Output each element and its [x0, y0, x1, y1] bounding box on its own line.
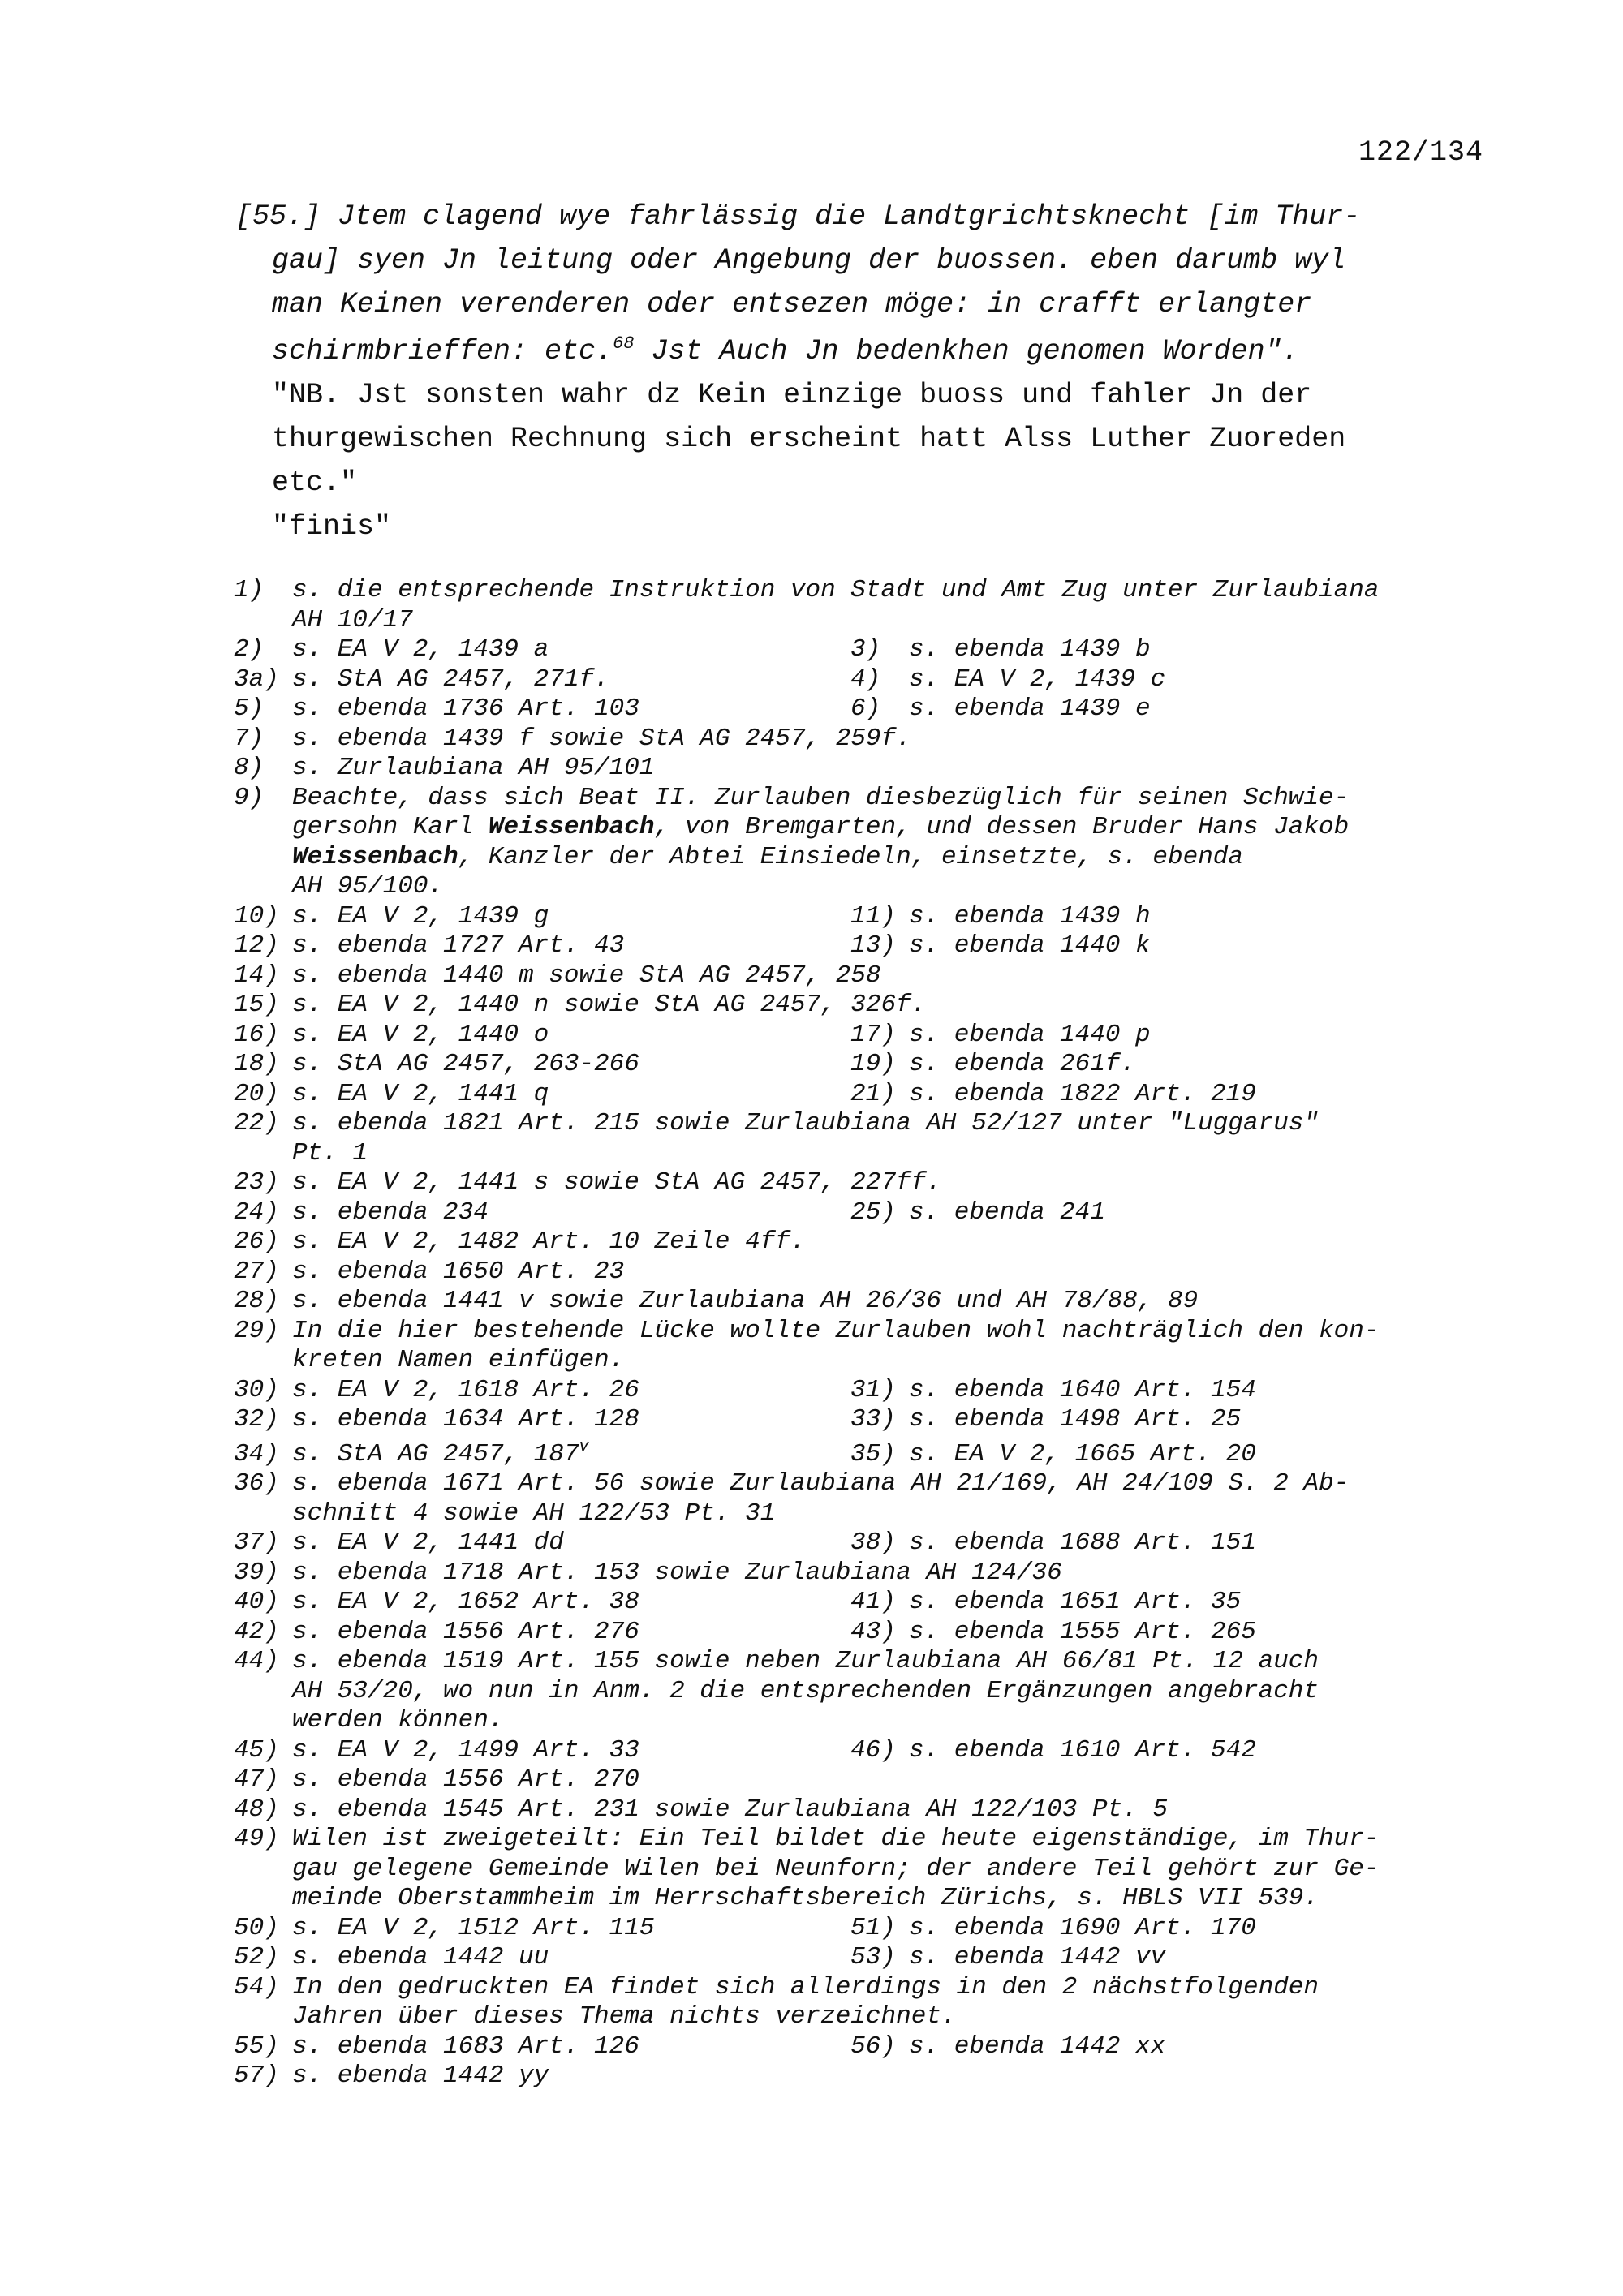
- footnote: [234, 1168, 1500, 1198]
- footnote-number: 38): [850, 1529, 896, 1557]
- nb-line: "NB. Jst sonsten wahr dz Kein einzige buoss und fahler Jn der: [272, 379, 1312, 411]
- footnote-number: 40): [234, 1588, 279, 1616]
- footnote: [234, 1050, 850, 1080]
- footnote-row: [234, 784, 1500, 814]
- paragraph-line: [55.] Jtem clagend wye fahrlässig die Landtgrichtsknecht [im Thur-: [235, 200, 1361, 233]
- footnote-row: [234, 1795, 1500, 1825]
- footnote: [234, 902, 850, 932]
- footnote-row: [234, 1559, 1500, 1589]
- footnote-number: 27): [234, 1257, 279, 1286]
- footnote-text: s. EA V 2, 1441 dd: [292, 1529, 564, 1557]
- footnote-text: s. Zurlaubiana AH 95/101: [292, 754, 655, 782]
- footnote-number: 16): [234, 1020, 279, 1049]
- footnote-row: [234, 576, 1500, 606]
- footnote-text: s. EA V 2, 1439 a: [292, 635, 549, 664]
- footnote-row: [234, 931, 1500, 961]
- footnote-text: s. ebenda 1651 Art. 35: [909, 1588, 1242, 1616]
- footnote-row: [234, 1287, 1500, 1317]
- footnote-text: s. ebenda 1545 Art. 231 sowie Zurlaubiana AH 122/103 Pt. 5: [292, 1795, 1168, 1824]
- footnote-number: 34): [234, 1439, 279, 1468]
- footnote-number: 47): [234, 1765, 279, 1794]
- page-number: 122/134: [1358, 136, 1483, 169]
- footnote-row: [234, 1258, 1500, 1288]
- footnote-text: s. EA V 2, 1440 o: [292, 1020, 549, 1049]
- footnote: [234, 1405, 850, 1435]
- footnote-text: s. ebenda 1519 Art. 155 sowie neben Zurlaubiana AH 66/81 Pt. 12 auch: [292, 1647, 1319, 1675]
- footnote-row: [234, 1765, 1500, 1795]
- footnote-row: [234, 1317, 1500, 1347]
- footnote-number: 53): [850, 1943, 896, 1971]
- footnote-text: s. ebenda 1440 p: [909, 1020, 1151, 1049]
- footnote-text: s. ebenda 1610 Art. 542: [909, 1735, 1256, 1765]
- footnote-text: s. ebenda 1640 Art. 154: [909, 1375, 1256, 1404]
- footnote-row: [234, 724, 1500, 755]
- footnote: [234, 1529, 850, 1559]
- footnote: [850, 1529, 1467, 1559]
- footnote-row: [234, 1437, 1500, 1470]
- footnote-continuation: werden können.: [292, 1706, 504, 1735]
- footnote-number: 35): [850, 1439, 896, 1468]
- paragraph-text: schirmbrieffen: etc.: [272, 335, 613, 368]
- footnote: [850, 665, 1467, 695]
- footnote: [234, 1559, 1500, 1589]
- footnote-text: s. StA AG 2457, 263-266: [292, 1050, 639, 1078]
- footnote: [850, 2032, 1467, 2062]
- footnote: [850, 1021, 1467, 1051]
- footnote-text: s. EA V 2, 1439 c: [909, 664, 1166, 694]
- superscript: v: [579, 1437, 589, 1456]
- footnote-text: s. EA V 2, 1499 Art. 33: [292, 1735, 639, 1765]
- footnote-text: s. StA AG 2457, 271f.: [292, 664, 609, 694]
- footnote-text: s. die entsprechende Instruktion von Stadt und Amt Zug unter Zurlaubiana: [292, 576, 1380, 604]
- footnote: [850, 635, 1467, 665]
- footnote-row: [234, 754, 1500, 784]
- footnote: [234, 1198, 850, 1228]
- footnote: [234, 784, 1500, 814]
- footnote-text: s. EA V 2, 1618 Art. 26: [292, 1375, 639, 1404]
- footnote-number: 13): [850, 931, 896, 960]
- footnote: [234, 1943, 850, 1973]
- footnote-row: [234, 1021, 1500, 1051]
- footnote-number: 3): [850, 635, 881, 664]
- footnote: [850, 902, 1467, 932]
- name-emphasis: Weissenbach: [488, 813, 655, 841]
- nb-line: etc.": [272, 467, 358, 499]
- footnote-number: 52): [234, 1943, 279, 1971]
- footnote-row: [234, 1080, 1500, 1110]
- footnote-number: 37): [234, 1529, 279, 1557]
- footnote: [850, 1405, 1467, 1435]
- footnote-text: s. ebenda 1690 Art. 170: [909, 1913, 1256, 1942]
- footnote-number: 23): [234, 1168, 279, 1197]
- footnote-number: 21): [850, 1079, 896, 1108]
- footnote-row: [234, 1588, 1500, 1618]
- footnote-text: s. EA V 2, 1441 s sowie StA AG 2457, 227ff.: [292, 1168, 941, 1197]
- footnote: [850, 1050, 1467, 1080]
- footnote-continuation: Pt. 1: [292, 1138, 368, 1167]
- footnote: [850, 1914, 1467, 1944]
- footnote-continuation: gau gelegene Gemeinde Wilen bei Neunforn; der andere Teil gehört zur Ge-: [292, 1854, 1380, 1883]
- footnote-number: 22): [234, 1109, 279, 1137]
- footnote: [234, 1469, 1500, 1499]
- footnote-continuation: AH 10/17: [292, 605, 413, 634]
- footnote-row: [234, 1050, 1500, 1080]
- footnote-text: s. EA V 2, 1652 Art. 38: [292, 1588, 639, 1616]
- footnote-number: 2): [234, 635, 265, 664]
- footnote-number: 12): [234, 931, 279, 960]
- footnote: [234, 1765, 1500, 1795]
- footnote-text: , von Bremgarten, und dessen Bruder Hans Jakob: [654, 813, 1350, 841]
- footnote-text: s. ebenda 1555 Art. 265: [909, 1617, 1256, 1646]
- footnote: [234, 931, 850, 961]
- footnote-number: 45): [234, 1735, 279, 1765]
- footnote-text: Wilen ist zweigeteilt: Ein Teil bildet die heute eigenständige, im Thur-: [292, 1825, 1380, 1853]
- footnote-text: s. ebenda 1442 uu: [292, 1943, 549, 1971]
- footnote: [234, 2062, 1500, 2092]
- footnote-text: , Kanzler der Abtei Einsiedeln, einsetzte, s. ebenda: [458, 842, 1243, 871]
- footnote-text: s. ebenda 1634 Art. 128: [292, 1405, 639, 1434]
- footnote-text: s. EA V 2, 1512 Art. 115: [292, 1913, 655, 1942]
- footnote: [234, 1588, 850, 1618]
- footnote-text: s. ebenda 1650 Art. 23: [292, 1257, 625, 1286]
- footnote-text: s. ebenda 1736 Art. 103: [292, 694, 639, 723]
- footnote: [234, 1109, 1500, 1139]
- footnote: [234, 1376, 850, 1406]
- footnote-reference: 68: [613, 333, 635, 354]
- footnote-text: s. ebenda 1822 Art. 219: [909, 1079, 1256, 1108]
- footnote-number: 56): [850, 2032, 896, 2061]
- footnote-number: 36): [234, 1469, 279, 1498]
- footnote-number: 30): [234, 1375, 279, 1404]
- footnote-number: 57): [234, 2062, 279, 2090]
- footnote-number: 41): [850, 1588, 896, 1616]
- footnote-text: s. EA V 2, 1441 q: [292, 1079, 549, 1108]
- paragraph-line: gau] syen Jn leitung oder Angebung der buossen. eben darumb wyl: [272, 244, 1346, 277]
- footnote-continuation: [234, 813, 1500, 843]
- footnote: [234, 1736, 850, 1766]
- footnote: [234, 694, 850, 724]
- footnote: [234, 991, 1500, 1021]
- footnote-number: 32): [234, 1405, 279, 1434]
- footnote: [234, 1021, 850, 1051]
- footnote-text: s. ebenda 1440 k: [909, 931, 1151, 960]
- footnote-number: 4): [850, 664, 881, 694]
- footnote: [234, 1795, 1500, 1825]
- footnote: [234, 1437, 850, 1470]
- paragraph-text: Jst Auch Jn bedenkhen genomen Worden".: [651, 335, 1299, 368]
- footnote-text: s. ebenda 1442 yy: [292, 2062, 549, 2090]
- footnote-row: [234, 1943, 1500, 1973]
- footnote-continuation: Jahren über dieses Thema nichts verzeichnet.: [292, 2002, 957, 2031]
- footnote-number: 17): [850, 1020, 896, 1049]
- footnote-text: In die hier bestehende Lücke wollte Zurlauben wohl nachträglich den kon-: [292, 1316, 1380, 1345]
- footnote-number: 55): [234, 2032, 279, 2061]
- footnote-number: 24): [234, 1197, 279, 1227]
- footnote-text: s. ebenda 1683 Art. 126: [292, 2032, 639, 2061]
- footnote-row: [234, 694, 1500, 724]
- footnote-text: s. ebenda 1441 v sowie Zurlaubiana AH 26/36 und AH 78/88, 89: [292, 1287, 1199, 1315]
- footnotes: [234, 576, 1500, 2092]
- footnote-number: 19): [850, 1050, 896, 1078]
- footnote: [234, 635, 850, 665]
- footnote-continuation: [234, 843, 1500, 873]
- footnote-number: 14): [234, 961, 279, 990]
- footnote-number: 8): [234, 754, 265, 782]
- footnote: [850, 1198, 1467, 1228]
- footnote-row: [234, 1973, 1500, 2003]
- footnote-continuation: kreten Namen einfügen.: [292, 1346, 625, 1374]
- footnote: [234, 1228, 1500, 1258]
- footnote: [234, 1973, 1500, 2003]
- nb-line: thurgewischen Rechnung sich erscheint hatt Alss Luther Zuoreden: [272, 423, 1346, 455]
- footnote-continuation: meinde Oberstammheim im Herrschaftsbereich Zürichs, s. HBLS VII 539.: [292, 1884, 1319, 1912]
- paragraph-line: man Keinen verenderen oder entsezen möge: in crafft erlangter: [272, 288, 1312, 320]
- footnote-text: s. EA V 2, 1439 g: [292, 901, 549, 931]
- footnote-number: 20): [234, 1079, 279, 1108]
- footnote: [234, 1618, 850, 1648]
- footnote-row: [234, 665, 1500, 695]
- footnote-text: s. ebenda 261f.: [909, 1050, 1136, 1078]
- footnote-text: s. ebenda 1556 Art. 276: [292, 1617, 639, 1646]
- footnote: [234, 754, 1500, 784]
- footnote-number: 18): [234, 1050, 279, 1078]
- footnote-text: Beachte, dass sich Beat II. Zurlauben diesbezüglich für seinen Schwie-: [292, 783, 1350, 812]
- footnote-number: 7): [234, 724, 265, 753]
- footnote-row: [234, 1736, 1500, 1766]
- main-paragraph: [235, 195, 1501, 548]
- footnote-text: s. ebenda 1688 Art. 151: [909, 1529, 1256, 1557]
- footnote-text: s. ebenda 1671 Art. 56 sowie Zurlaubiana AH 21/169, AH 24/109 S. 2 Ab-: [292, 1469, 1350, 1498]
- footnote: [850, 1080, 1467, 1110]
- footnote-text: s. ebenda 1442 xx: [909, 2032, 1166, 2061]
- paragraph-line: [235, 329, 1501, 373]
- footnote: [234, 1080, 850, 1110]
- footnote-number: 11): [850, 901, 896, 931]
- footnote-number: 10): [234, 901, 279, 931]
- footnote: [850, 1588, 1467, 1618]
- footnote-text: s. EA V 2, 1482 Art. 10 Zeile 4ff.: [292, 1228, 806, 1256]
- footnote-row: [234, 1914, 1500, 1944]
- footnote-number: 3a): [234, 664, 279, 694]
- footnote-row: [234, 2062, 1500, 2092]
- footnote-number: 28): [234, 1287, 279, 1315]
- footnote-number: 43): [850, 1617, 896, 1646]
- footnote-row: [234, 1825, 1500, 1855]
- footnote-text: s. StA AG 2457, 187: [292, 1439, 579, 1468]
- footnote-text: gersohn Karl: [292, 813, 489, 841]
- footnote-text: s. ebenda 1718 Art. 153 sowie Zurlaubiana AH 124/36: [292, 1558, 1062, 1587]
- footnote-text: s. ebenda 1439 f sowie StA AG 2457, 259f.: [292, 724, 911, 753]
- footnote-row: [234, 1529, 1500, 1559]
- footnote: [850, 1618, 1467, 1648]
- footnote-number: 6): [850, 694, 881, 723]
- footnote-row: [234, 1376, 1500, 1406]
- footnote-row: [234, 1618, 1500, 1648]
- footnote-number: 46): [850, 1735, 896, 1765]
- footnote-number: 15): [234, 991, 279, 1019]
- footnote-number: 39): [234, 1558, 279, 1587]
- footnote: [234, 1825, 1500, 1855]
- footnote-number: 5): [234, 694, 265, 723]
- footnote-number: 29): [234, 1316, 279, 1345]
- footnote-text: s. ebenda 1442 vv: [909, 1943, 1166, 1971]
- footnote-text: s. ebenda 1440 m sowie StA AG 2457, 258: [292, 961, 881, 990]
- footnote: [850, 1736, 1467, 1766]
- footnote-row: [234, 1469, 1500, 1499]
- footnote: [234, 1914, 850, 1944]
- footnote: [850, 931, 1467, 961]
- footnote-row: [234, 991, 1500, 1021]
- nb-line: "finis": [272, 510, 392, 543]
- footnote-number: 31): [850, 1375, 896, 1404]
- footnote-text: s. ebenda 1498 Art. 25: [909, 1405, 1242, 1434]
- footnote: [850, 694, 1467, 724]
- footnote-text: s. ebenda 234: [292, 1197, 489, 1227]
- footnote-number: 25): [850, 1197, 896, 1227]
- footnote-text: s. ebenda 1727 Art. 43: [292, 931, 625, 960]
- footnote-number: 49): [234, 1825, 279, 1853]
- footnote-row: [234, 2032, 1500, 2062]
- footnote-row: [234, 1198, 1500, 1228]
- footnote-row: [234, 961, 1500, 991]
- footnote-text: s. ebenda 1439 e: [909, 694, 1151, 723]
- footnote: [850, 1943, 1467, 1973]
- footnote-number: 1): [234, 576, 265, 604]
- footnote-continuation: schnitt 4 sowie AH 122/53 Pt. 31: [292, 1498, 776, 1528]
- footnote-number: 44): [234, 1647, 279, 1675]
- footnote-continuation: AH 95/100.: [292, 872, 444, 901]
- footnote: [850, 1440, 1467, 1470]
- footnote-text: In den gedruckten EA findet sich allerdings in den 2 nächstfolgenden: [292, 1972, 1319, 2001]
- footnote: [234, 1647, 1500, 1677]
- footnote-number: 50): [234, 1913, 279, 1942]
- footnote-number: 33): [850, 1405, 896, 1434]
- footnote-text: s. EA V 2, 1665 Art. 20: [909, 1439, 1256, 1468]
- footnote-row: [234, 902, 1500, 932]
- footnote: [234, 2032, 850, 2062]
- footnote-text: s. EA V 2, 1440 n sowie StA AG 2457, 326f.: [292, 991, 927, 1019]
- footnote-number: 48): [234, 1795, 279, 1824]
- footnote-row: [234, 1228, 1500, 1258]
- footnote: [234, 576, 1500, 606]
- footnote: [850, 1376, 1467, 1406]
- footnote-number: 42): [234, 1617, 279, 1646]
- footnote-number: 54): [234, 1972, 279, 2001]
- footnote: [234, 724, 1500, 755]
- footnote: [234, 1258, 1500, 1288]
- footnote-text: s. ebenda 241: [909, 1197, 1105, 1227]
- footnote-text: [292, 1437, 850, 1470]
- name-emphasis: Weissenbach: [292, 842, 458, 871]
- footnote: [234, 1287, 1500, 1317]
- footnote-text: s. ebenda 1821 Art. 215 sowie Zurlaubiana AH 52/127 unter "Luggarus": [292, 1109, 1319, 1137]
- footnote-number: 26): [234, 1228, 279, 1256]
- footnote-text: s. ebenda 1556 Art. 270: [292, 1765, 639, 1794]
- footnote-row: [234, 1405, 1500, 1435]
- footnote-text: s. ebenda 1439 b: [909, 635, 1151, 664]
- footnote-row: [234, 1168, 1500, 1198]
- footnote-text: s. ebenda 1439 h: [909, 901, 1151, 931]
- footnote-number: 9): [234, 783, 265, 812]
- footnote: [234, 961, 1500, 991]
- footnote-row: [234, 1647, 1500, 1677]
- footnote-continuation: AH 53/20, wo nun in Anm. 2 die entsprechenden Ergänzungen angebracht: [292, 1676, 1319, 1705]
- footnote: [234, 665, 850, 695]
- footnote-row: [234, 635, 1500, 665]
- footnote-row: [234, 1109, 1500, 1139]
- footnote: [234, 1317, 1500, 1347]
- footnote-number: 51): [850, 1913, 896, 1942]
